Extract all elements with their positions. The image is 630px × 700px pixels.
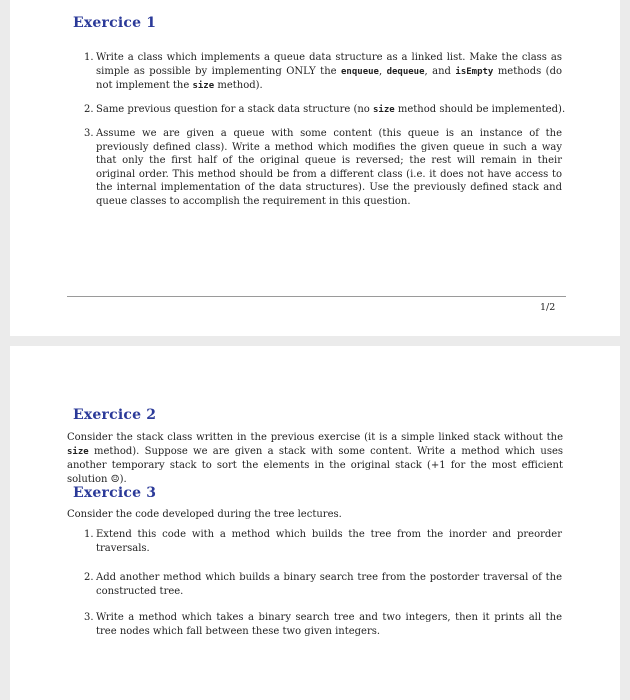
document-page-2: [10, 346, 620, 700]
ex1-item-1-part1: Write a class which implements a queue data structure as a linked list. Make the class as simple as possible by implementing ONLY the: [96, 52, 562, 77]
ex1-item-1-sep2: , and: [424, 65, 451, 77]
exercise-1-heading: Exercice 1: [73, 15, 157, 31]
ex1-item-2-number: 2.: [84, 104, 94, 115]
ex1-item-1-sep1: ,: [378, 65, 383, 77]
ex3-item-1-text: Extend this code with a method which builds the tree from the inorder and preorder traversals.: [96, 529, 562, 554]
ex3-item-2-number: 2.: [84, 572, 94, 583]
ex2-part2: method). Suppose we are given a stack with some content. Write a method which uses another temporary stack to sort the elements in the original stack (+1 for the most efficient solution ☺).: [67, 445, 563, 485]
page-number: 1/2: [540, 302, 556, 313]
ex1-item-1-part2: methods (do not implement the: [96, 65, 562, 91]
ex3-item-3-text: Write a method which takes a binary search tree and two integers, then it prints all the tree nodes which fall between these two given integers.: [96, 612, 562, 637]
exercise-3-heading: Exercice 3: [73, 485, 157, 501]
ex1-item-2-text: [96, 103, 566, 118]
document-page-1: [10, 0, 620, 336]
ex3-item-1-number: 1.: [84, 529, 94, 540]
ex3-item-2-text: Add another method which builds a binary search tree from the postorder traversal of the constructed tree.: [96, 572, 562, 597]
code-size: size: [192, 81, 215, 91]
code-isempty: isEmpty: [455, 66, 494, 77]
ex1-item-2-part1: Same previous question for a stack data structure (no: [96, 104, 370, 115]
ex1-item-3-number: 3.: [84, 128, 94, 139]
code-dequeue: dequeue: [386, 66, 425, 77]
code-enqueue: enqueue: [341, 66, 379, 77]
ex3-item-3-number: 3.: [84, 612, 94, 623]
ex1-item-1-part3: method).: [217, 80, 263, 91]
code-size-2: size: [373, 105, 395, 115]
exercise-2-heading: Exercice 2: [73, 407, 157, 423]
exercise-2-text: [67, 431, 563, 486]
ex1-item-1-number: 1.: [84, 52, 94, 63]
code-size-3: size: [67, 446, 89, 457]
ex1-item-3-text: Assume we are given a queue with some content (this queue is an instance of the previously defined class). Write a method which modifies the given queue in such a way that only the first half of the original queue is reversed; the rest will remain in their original order. This method should be from a different class (i.e. it does not have access to the internal implementation of the data structures). Use the previously defined stack and queue classes to accomplish the requirement in this question.: [96, 128, 562, 207]
ex1-item-2-part2: method should be implemented).: [397, 104, 566, 115]
ex1-item-1-text: [96, 51, 562, 94]
ex2-part1: Consider the stack class written in the previous exercise (it is a simple linked stack without the: [67, 432, 563, 443]
footer-rule: [67, 296, 566, 297]
exercise-3-intro: Consider the code developed during the tree lectures.: [67, 509, 342, 520]
